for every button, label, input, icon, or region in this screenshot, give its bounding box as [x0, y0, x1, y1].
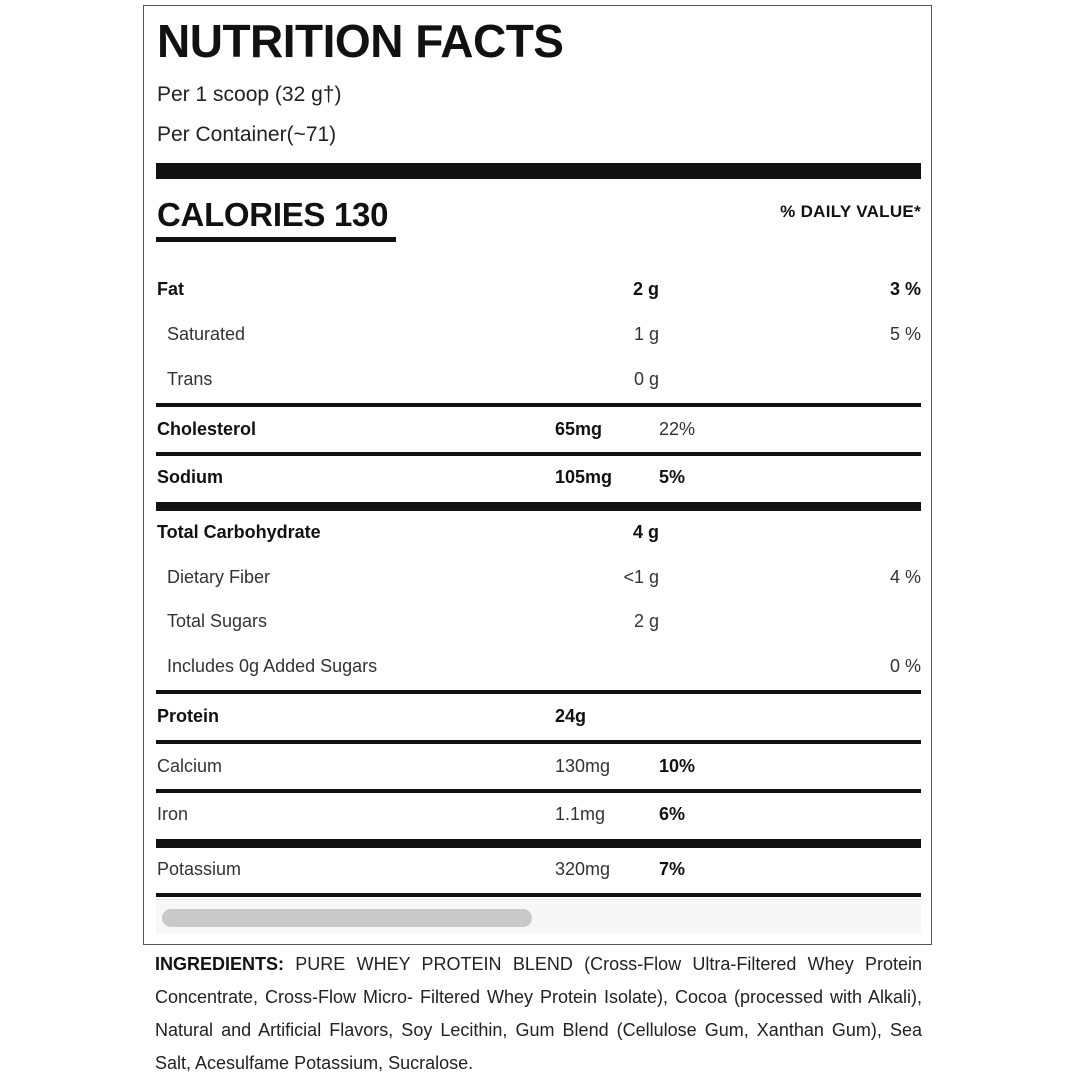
nutrient-amount: 320mg	[555, 859, 611, 879]
nutrient-name: Sodium	[157, 467, 223, 487]
nutrient-row-iron	[156, 804, 921, 828]
nutrient-daily-value: 3 %	[889, 279, 921, 299]
nutrient-daily-value: 5 %	[889, 324, 921, 344]
nutrient-daily-value: 0 %	[889, 656, 921, 676]
nutrient-name: Total Sugars	[167, 611, 268, 631]
nutrient-row-potassium	[156, 859, 921, 883]
nutrient-row-sugars	[156, 611, 921, 635]
nutrient-amount: 2 g	[632, 279, 659, 299]
nutrient-row-carbohydrate	[156, 522, 921, 546]
nutrient-amount: 65mg	[555, 419, 603, 439]
nutrient-name: Includes 0g Added Sugars	[167, 656, 378, 676]
calories-heading: CALORIES 130	[157, 196, 389, 233]
servings-per-container: Per Container(~71)	[157, 123, 337, 146]
nutrient-name: Trans	[167, 369, 213, 389]
divider	[156, 740, 921, 744]
nutrient-daily-value: 10%	[659, 756, 696, 776]
nutrient-daily-value: 6%	[659, 804, 686, 824]
nutrient-amount: 24g	[555, 706, 587, 726]
nutrient-daily-value: 5%	[659, 467, 686, 487]
nutrient-name: Total Carbohydrate	[157, 522, 321, 542]
nutrient-name: Saturated	[167, 324, 246, 344]
nutrient-amount: 2 g	[633, 611, 659, 631]
nutrient-amount: 1 g	[633, 324, 659, 344]
divider	[156, 789, 921, 793]
nutrient-name: Dietary Fiber	[167, 567, 271, 587]
serving-size: Per 1 scoop (32 g†)	[157, 83, 342, 106]
divider	[156, 403, 921, 407]
nutrient-amount: 0 g	[633, 369, 659, 389]
thick-divider	[156, 839, 921, 848]
nutrient-row-cholesterol	[156, 419, 921, 443]
nutrition-title: NUTRITION FACTS	[157, 15, 564, 67]
nutrient-amount: 4 g	[632, 522, 659, 542]
nutrient-name: Cholesterol	[157, 419, 257, 439]
ingredients-label: INGREDIENTS:	[155, 954, 285, 974]
nutrient-name: Iron	[157, 804, 189, 824]
nutrient-row-added-sugars	[156, 656, 921, 680]
calories-underline	[156, 237, 396, 242]
nutrient-row-fat	[156, 279, 921, 303]
nutrient-daily-value: 4 %	[889, 567, 921, 587]
horizontal-scrollbar[interactable]	[156, 899, 921, 934]
nutrient-row-sodium	[156, 467, 921, 491]
nutrient-amount: 105mg	[555, 467, 613, 487]
divider	[156, 452, 921, 456]
divider	[156, 690, 921, 694]
nutrient-name: Calcium	[157, 756, 223, 776]
nutrient-daily-value: 22%	[659, 419, 696, 439]
daily-value-header: % DAILY VALUE*	[780, 202, 921, 221]
nutrient-row-protein	[156, 706, 921, 730]
thick-divider	[156, 163, 921, 179]
nutrient-row-trans	[156, 369, 921, 393]
nutrient-amount: 130mg	[555, 756, 611, 776]
divider	[156, 893, 921, 897]
nutrient-name: Potassium	[157, 859, 242, 879]
nutrient-row-saturated	[156, 324, 921, 348]
nutrient-row-fiber	[156, 567, 921, 591]
nutrient-name: Protein	[157, 706, 220, 726]
scrollbar-thumb[interactable]	[162, 909, 532, 927]
ingredients-text	[155, 948, 922, 1080]
ingredients-list: PURE WHEY PROTEIN BLEND (Cross-Flow Ultra-Filtered Whey Protein Concentrate, Cross-Flow Micro- Filtered Whey Protein Isolate), Cocoa (processed with Alkali), Natural and Artificial Flavors, Soy Lecithin, Gum Blend (Cellulose Gum, Xanthan Gum), Sea Salt, Acesulfame Potassium, Sucralose.	[155, 954, 922, 1073]
nutrient-amount: <1 g	[623, 567, 659, 587]
thick-divider	[156, 502, 921, 511]
nutrient-daily-value: 7%	[659, 859, 686, 879]
nutrient-name: Fat	[157, 279, 184, 299]
nutrient-amount: 1.1mg	[555, 804, 606, 824]
nutrient-row-calcium	[156, 756, 921, 780]
